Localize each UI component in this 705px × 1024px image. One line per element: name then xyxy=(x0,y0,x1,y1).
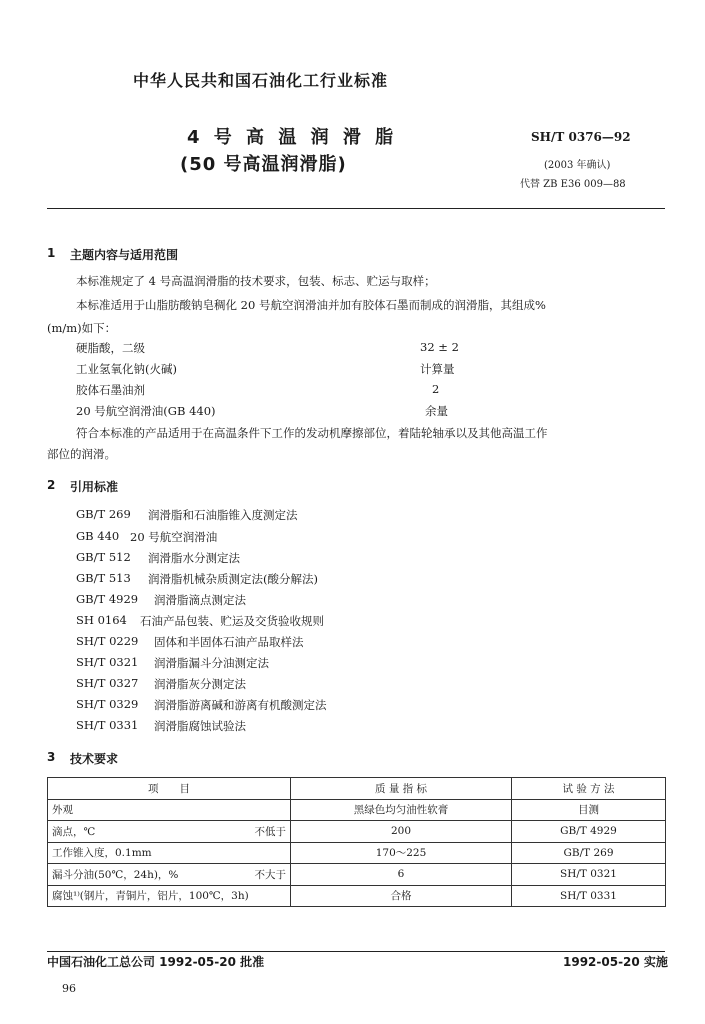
header-divider xyxy=(47,208,665,209)
composition-name: 工业氢氧化钠(火碱) xyxy=(76,362,177,376)
section-title: 主题内容与适用范围 xyxy=(70,248,179,262)
reference-code: SH/T 0321 xyxy=(76,655,139,669)
section-number: 3 xyxy=(47,750,56,764)
method-cell: GB/T 269 xyxy=(512,842,666,864)
reference-code: GB 440 xyxy=(76,529,120,543)
section-title: 技术要求 xyxy=(70,752,119,766)
item-name: 外观 xyxy=(52,804,73,817)
reference-code: SH/T 0327 xyxy=(76,676,139,690)
document-subtitle: (50 号高温润滑脂) xyxy=(180,154,347,175)
paragraph: 本标准规定了 4 号高温润滑脂的技术要求，包装、标志、贮运与取样； xyxy=(76,274,436,288)
requirements-table xyxy=(47,777,666,907)
reference-title: 固体和半固体石油产品取样法 xyxy=(154,635,304,649)
reference-code: SH/T 0331 xyxy=(76,718,139,732)
confirmation-year: (2003 年确认) xyxy=(544,160,611,171)
item-name: 漏斗分油(50℃，24h)，% xyxy=(52,868,179,881)
spec-cell: 黑绿色均匀油性软膏 xyxy=(291,799,512,821)
issuing-body: 中华人民共和国石油化工行业标准 xyxy=(133,71,389,90)
paragraph: 本标准适用于山脂肪酸钠皂稠化 20 号航空润滑油并加有胶体石墨而制成的润滑脂，其组成% xyxy=(76,298,546,312)
reference-code: GB/T 269 xyxy=(76,507,131,521)
reference-title: 润滑脂灰分测定法 xyxy=(154,677,246,691)
replaces-standard: 代替 ZB E36 009—88 xyxy=(520,179,626,190)
spec-cell: 合格 xyxy=(291,885,512,907)
item-cell xyxy=(48,799,291,821)
reference-title: 润滑脂机械杂质测定法(酸分解法) xyxy=(148,572,318,586)
column-header: 试 验 方 法 xyxy=(512,778,666,800)
implementation-date: 1992-05-20 实施 xyxy=(563,955,668,969)
reference-code: SH 0164 xyxy=(76,613,127,627)
section-title: 引用标准 xyxy=(70,480,119,494)
item-qualifier: 不大于 xyxy=(254,868,286,881)
footer-divider xyxy=(47,951,665,952)
section-number: 1 xyxy=(47,246,56,260)
table-row xyxy=(48,799,666,821)
composition-name: 20 号航空润滑油(GB 440) xyxy=(76,404,216,418)
method-cell: GB/T 4929 xyxy=(512,821,666,843)
reference-title: 20 号航空润滑油 xyxy=(130,530,218,544)
method-cell: SH/T 0331 xyxy=(512,885,666,907)
reference-code: GB/T 513 xyxy=(76,571,131,585)
spec-cell: 200 xyxy=(291,821,512,843)
composition-name: 胶体石墨油剂 xyxy=(76,383,145,397)
composition-value: 余量 xyxy=(425,404,448,418)
page-number: 96 xyxy=(62,982,76,995)
table-header-row xyxy=(48,778,666,800)
paragraph: 符合本标准的产品适用于在高温条件下工作的发动机摩擦部位，着陆轮轴承以及其他高温工作 xyxy=(76,426,548,440)
method-cell: SH/T 0321 xyxy=(512,864,666,886)
spec-cell: 170～225 xyxy=(291,842,512,864)
item-cell xyxy=(48,821,291,843)
reference-title: 润滑脂漏斗分油测定法 xyxy=(154,656,269,670)
composition-name: 硬脂酸，二级 xyxy=(76,341,145,355)
approval-line: 中国石油化工总公司 1992-05-20 批准 xyxy=(47,955,265,969)
section-number: 2 xyxy=(47,478,56,492)
paragraph-continuation: 部位的润滑。 xyxy=(47,447,116,461)
reference-title: 润滑脂滴点测定法 xyxy=(154,593,246,607)
table-row xyxy=(48,842,666,864)
standard-number: SH/T 0376—92 xyxy=(531,130,631,144)
item-cell xyxy=(48,842,291,864)
reference-title: 石油产品包装、贮运及交货验收规则 xyxy=(140,614,324,628)
reference-code: SH/T 0229 xyxy=(76,634,139,648)
reference-title: 润滑脂和石油脂锥入度测定法 xyxy=(148,508,298,522)
reference-title: 润滑脂水分测定法 xyxy=(148,551,240,565)
item-qualifier: 不低于 xyxy=(254,825,286,838)
table-row xyxy=(48,885,666,907)
item-name: 滴点，℃ xyxy=(52,825,96,838)
table-row xyxy=(48,864,666,886)
item-name: 腐蚀¹⁾(钢片，青铜片，铝片，100℃，3h) xyxy=(52,890,249,903)
reference-code: SH/T 0329 xyxy=(76,697,139,711)
column-header: 项 目 xyxy=(48,778,291,800)
reference-title: 润滑脂游离碱和游离有机酸测定法 xyxy=(154,698,327,712)
method-cell: 目测 xyxy=(512,799,666,821)
table-row xyxy=(48,821,666,843)
column-header: 质 量 指 标 xyxy=(291,778,512,800)
item-cell xyxy=(48,885,291,907)
paragraph-continuation: (m/m)如下： xyxy=(47,321,117,335)
spec-cell: 6 xyxy=(291,864,512,886)
document-title: 4 号 高 温 润 滑 脂 xyxy=(187,127,398,148)
reference-code: GB/T 512 xyxy=(76,550,131,564)
composition-value: 32 ± 2 xyxy=(420,340,459,354)
item-cell xyxy=(48,864,291,886)
reference-code: GB/T 4929 xyxy=(76,592,139,606)
composition-value: 计算量 xyxy=(420,362,455,376)
composition-value: 2 xyxy=(432,382,440,396)
reference-title: 润滑脂腐蚀试验法 xyxy=(154,719,246,733)
item-name: 工作锥入度，0.1mm xyxy=(52,847,152,860)
